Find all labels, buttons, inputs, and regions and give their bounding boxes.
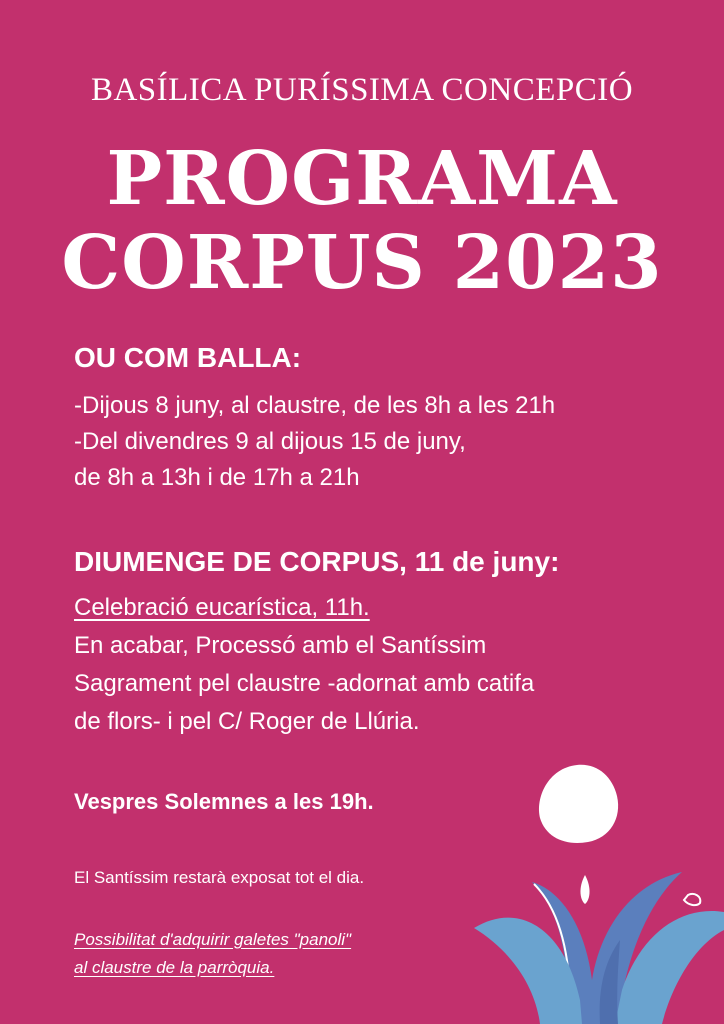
diumenge-heading: DIUMENGE DE CORPUS, 11 de juny: [74, 546, 560, 577]
fountain-icon [474, 872, 724, 1024]
vespres-line: Vespres Solemnes a les 19h. [74, 789, 374, 814]
exposat-line: El Santíssim restarà exposat tot el dia. [74, 868, 365, 887]
celebracio-line: Celebració eucarística, 11h. [74, 594, 370, 621]
church-name: BASÍLICA PURÍSSIMA CONCEPCIÓ [90, 72, 634, 108]
page-title-line2: CORPUS 2023 [61, 220, 663, 306]
galetes-line: al claustre de la parròquia. [74, 958, 275, 977]
ou-com-balla-heading: OU COM BALLA: [74, 342, 302, 373]
processo-line: En acabar, Processó amb el Santíssim [74, 632, 487, 659]
egg-icon [539, 765, 618, 843]
processo-line: Sagrament pel claustre -adornat amb catifa [74, 670, 535, 697]
ou-com-balla-line: -Dijous 8 juny, al claustre, de les 8h a les 21h [74, 392, 556, 419]
page-title-line1: PROGRAMA [106, 136, 618, 222]
processo-line: de flors- i pel C/ Roger de Llúria. [74, 708, 420, 735]
ou-com-balla-line: -Del divendres 9 al dijous 15 de juny, [74, 428, 466, 455]
galetes-line: Possibilitat d'adquirir galetes "panoli" [74, 930, 352, 949]
ou-com-balla-line: de 8h a 13h i de 17h a 21h [74, 464, 360, 491]
